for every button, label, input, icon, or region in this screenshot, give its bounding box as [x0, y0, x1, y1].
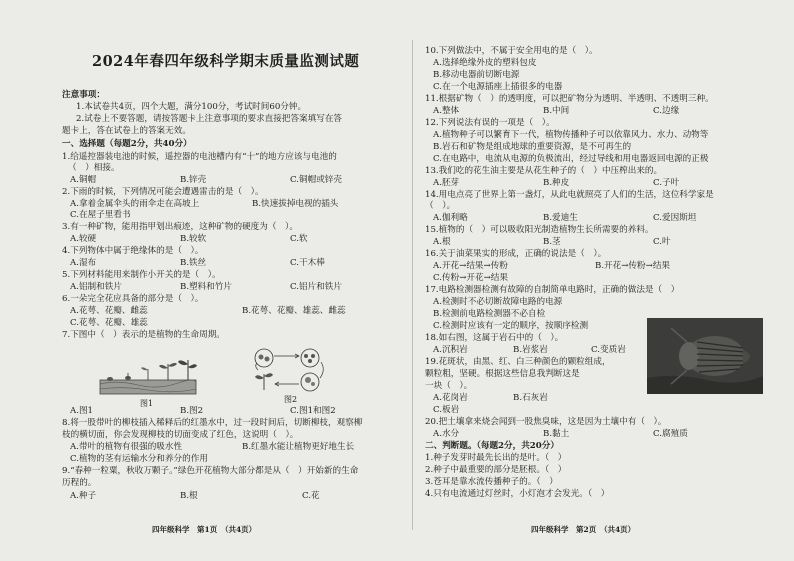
answer-option: C.软	[290, 234, 308, 244]
question-text-line: 8.将一股带叶的柳枝插入稀释后的红墨水中，过一段时间后，切断柳枝，观察柳	[62, 418, 363, 428]
answer-option: C.子叶	[653, 178, 680, 188]
rock-fossil-photo	[647, 318, 763, 394]
question-text-line: 15.植物的（ ）可以吸收阳光制造植物生长所需要的养料。	[425, 225, 654, 235]
exam-title: 2024年春四年级科学期末质量监测试题	[92, 53, 360, 70]
question-text-line: 12.下列说法有误的一项是（ ）。	[425, 118, 555, 128]
answer-option: B.锌壳	[180, 175, 207, 185]
answer-option: C.边缘	[653, 106, 680, 116]
answer-option: C.叶	[653, 237, 671, 247]
answer-option: C.铝片和铁片	[290, 282, 342, 292]
answer-option: B.快速拔掉电视的插头	[252, 199, 339, 209]
exam-page-1	[62, 0, 410, 561]
answer-option: A.湿布	[70, 258, 97, 268]
answer-option: A.花萼、花瓣、雌蕊	[70, 306, 148, 316]
question-text-line: 4.下列物体中属于绝缘体的是（ ）。	[62, 246, 204, 256]
page-divider	[412, 40, 413, 530]
answer-option: A.拿着金属伞头的雨伞走在高坡上	[70, 199, 200, 209]
answer-option: B.花萼、花瓣、雄蕊、雌蕊	[242, 306, 346, 316]
answer-option: C.传粉→开花→结果	[433, 273, 508, 283]
answer-option: C.花萼、花瓣、雄蕊	[70, 318, 148, 328]
answer-option: A.铝制和铁片	[70, 282, 122, 292]
answer-option: C.铜帽或锌壳	[290, 175, 342, 185]
question-text-line: 4.只有电流通过灯丝时，小灯泡才会发光。（ ）	[425, 489, 610, 499]
answer-option: C.变质岩	[591, 345, 626, 355]
answer-option: C.检测时应该有一定的顺序，按顺序检测	[433, 321, 589, 331]
answer-option: B.移动电器前切断电源	[433, 70, 520, 80]
question-text-line: （ ）。	[425, 201, 456, 211]
answer-option: A.图1	[70, 406, 93, 416]
answer-option: C.板岩	[433, 405, 460, 415]
answer-option: C.腐殖质	[653, 429, 688, 439]
question-text-line: 7.下图中（ ）表示的是植物的生命周期。	[62, 330, 225, 340]
answer-option: B.塑料和竹片	[180, 282, 233, 292]
answer-option: B.中间	[543, 106, 570, 116]
question-text-line: 二、判断题。（每题2分，共20分）	[425, 441, 559, 451]
answer-option: B.爱迪生	[543, 213, 578, 223]
question-text-line: 5.下列材料能用来制作小开关的是（ ）。	[62, 270, 221, 280]
question-text-line: 1.种子发芽时最先长出的是叶。（ ）	[425, 453, 567, 463]
answer-option: C.干木棒	[290, 258, 325, 268]
question-text-line: 3.苍耳是靠水流传播种子的。（ ）	[425, 477, 558, 487]
figure-1-sprouting-seeds	[98, 358, 198, 396]
answer-option: C.在电路中，电流从电源的负极流出，经过导线和用电器返回电源的正极	[433, 154, 709, 164]
question-text-line: 颗粒粗，坚硬。根据这些信息我判断这是	[425, 369, 580, 379]
answer-option: B.岩浆岩	[513, 345, 548, 355]
answer-option: A.开花→结果→传粉	[433, 261, 508, 271]
answer-option: C.图1和图2	[290, 406, 336, 416]
exam-page-2	[425, 0, 771, 561]
question-text-line: 13.我们吃的花生油主要是从花生种子的（ ）中压榨出来的。	[425, 166, 663, 176]
question-text-line: 3.有一种矿物，能用指甲划出痕迹，这种矿物的硬度为（ ）。	[62, 222, 298, 232]
question-text-line: 11.根据矿物（ ）的透明度，可以把矿物分为透明、半透明、不透明三种。	[425, 94, 714, 104]
question-text-line: 一、选择题（每题2分，共40分）	[62, 139, 192, 149]
question-text-line: 10.下列做法中，不属于安全用电的是（ ）。	[425, 46, 598, 56]
answer-option: B.图2	[180, 406, 204, 416]
answer-option: A.花岗岩	[433, 393, 468, 403]
question-text-line: 2.试卷上不要答题，请按答题卡上注意事项的要求直接把答案填写在答	[76, 114, 343, 124]
question-text-line: 历程的。	[62, 478, 97, 488]
trilobite-fossil-image	[647, 318, 763, 394]
page-2-footer: 四年级科学 第2页 （共4页）	[531, 525, 636, 534]
answer-option: B.黏土	[543, 429, 570, 439]
question-text-line: 16.关于油菜果实的形成，正确的说法是（ ）。	[425, 249, 607, 259]
answer-option: B.石灰岩	[513, 393, 548, 403]
answer-option: B.铁丝	[180, 258, 207, 268]
answer-option: B.较软	[180, 234, 207, 244]
answer-option: A.沉积岩	[433, 345, 468, 355]
answer-option: C.植物的茎有运输水分和养分的作用	[70, 454, 208, 464]
question-text-line: （ ）相接。	[68, 163, 120, 173]
answer-option: B.红墨水能让植物更好地生长	[242, 442, 355, 452]
question-text-line: 枝的横切面，你会发现柳枝的切面变成了红色，这说明（ ）。	[62, 430, 299, 440]
question-text-line: 2.种子中最重要的部分是胚根。（ ）	[425, 465, 567, 475]
question-text-line: 1.给遥控器装电池的时候，遥控器的电池槽内有“十”的地方应该与电池的	[62, 152, 337, 162]
answer-option: B.种皮	[543, 178, 570, 188]
question-text-line: 17.电路检测器检测有故障的自制简单电路时，正确的做法是（ ）	[425, 285, 680, 295]
answer-option: A.水分	[433, 429, 460, 439]
answer-option: B.根	[180, 491, 198, 501]
page-1-footer: 四年级科学 第1页 （共4页）	[152, 525, 257, 534]
question-text-line: 14.用电点亮了世界上第一盏灯，从此电就照亮了人们的生活，这位科学家是	[425, 190, 714, 200]
question-text-line: 20.把土壤拿来烧会闻到一股焦臭味，这是因为土壤中有（ ）。	[425, 417, 667, 427]
question-text-line: 9.“春种一粒粟，秋收万颗子。”绿色开花植物大部分都是从（ ）开始新的生命	[62, 466, 359, 476]
question-text-line: 题卡上，答在试卷上的答案无效。	[62, 126, 191, 136]
answer-option: A.较硬	[70, 234, 97, 244]
answer-option: B.岩石和矿物是组成地球的重要资源，是不可再生的	[433, 142, 632, 152]
answer-option: C.在一个电源插座上插很多的电器	[433, 82, 563, 92]
answer-option: C.爱因斯坦	[653, 213, 697, 223]
answer-option: A.选择绝缘外皮的塑料包皮	[433, 58, 537, 68]
question-text-line: 注意事项：	[62, 90, 105, 100]
answer-option: A.种子	[70, 491, 97, 501]
question-text-line: 2.下雨的时候，下列情况可能会遭遇雷击的是（ ）。	[62, 187, 264, 197]
question-text-line: 19.花斑状，由黑、红、白三种颜色的颗粒组成，	[425, 357, 611, 367]
question-text-line: 18.如右图，这属于岩石中的（ ）。	[425, 333, 564, 343]
answer-option: A.植物种子可以繁育下一代，植物传播种子可以依靠风力、水力、动物等	[433, 130, 709, 140]
answer-option: A.铜帽	[70, 175, 97, 185]
question-text-line: 6.一朵完全花应具备的部分是（ ）。	[62, 294, 204, 304]
answer-option: B.检测前电路检测器不必自检	[433, 309, 546, 319]
answer-option: C.在屋子里看书	[70, 210, 131, 220]
answer-option: A.根	[433, 237, 451, 247]
figure-2-life-cycle	[248, 346, 332, 392]
answer-option: A.带叶的植物有很强的吸水性	[70, 442, 183, 452]
figure-1-caption: 图1	[140, 399, 154, 408]
answer-option: A.检测时不必切断故障电路的电源	[433, 297, 563, 307]
answer-option: C.花	[302, 491, 320, 501]
question-text-line: 一块（ ）。	[425, 381, 473, 391]
figure-2-caption: 图2	[284, 395, 298, 404]
answer-option: A.胚芽	[433, 178, 460, 188]
answer-option: B.开花→传粉→结果	[595, 261, 671, 271]
answer-option: A.整体	[433, 106, 460, 116]
answer-option: A.伽利略	[433, 213, 468, 223]
answer-option: B.茎	[543, 237, 561, 247]
question-text-line: 1.本试卷共4页，四个大题，满分100分，考试时间60分钟。	[76, 102, 307, 112]
